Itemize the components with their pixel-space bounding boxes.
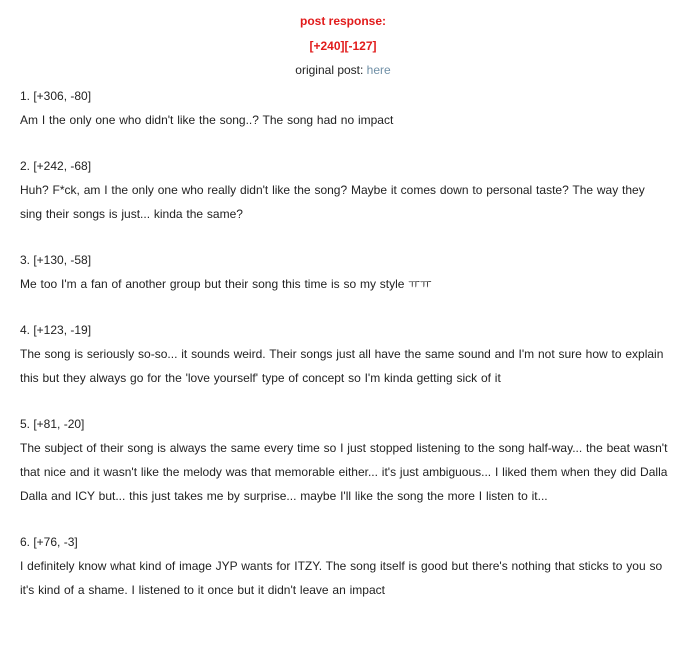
comment-item <box>20 84 670 132</box>
comment-heading: 5. [+81, -20] <box>20 417 85 431</box>
original-post-line <box>0 62 686 78</box>
comment-heading: 2. [+242, -68] <box>20 159 92 173</box>
comment-heading: 1. [+306, -80] <box>20 89 92 103</box>
comment-text: Me too I'm a fan of another group but their song this time is so my style ㅠㅠ <box>20 277 432 291</box>
comment-item <box>20 530 670 602</box>
comment-text: The subject of their song is always the same every time so I just stopped listening to the song half-way... the beat wasn't that nice and it wasn't like the melody was that memorable either... it's just ambiguous... I liked them when they did Dalla Dalla and ICY but... this just takes me by surprise... maybe I'll like the song the more I listen to it... <box>20 441 668 503</box>
comment-heading: 3. [+130, -58] <box>20 253 92 267</box>
original-post-link[interactable]: here <box>366 63 391 77</box>
post-response-title: post response: <box>299 14 386 28</box>
comment-heading: 6. [+76, -3] <box>20 535 78 549</box>
comment-text: Huh? F*ck, am I the only one who really didn't like the song? Maybe it comes down to personal taste? The way they sing their songs is just... kinda the same? <box>20 183 645 221</box>
comment-text: I definitely know what kind of image JYP wants for ITZY. The song itself is good but there's nothing that sticks to you so it's kind of a shame. I listened to it once but it didn't leave an impact <box>20 559 663 597</box>
comment-list <box>20 84 670 624</box>
comment-item <box>20 318 670 390</box>
comment-heading: 4. [+123, -19] <box>20 323 92 337</box>
comment-item <box>20 154 670 226</box>
original-post-label: original post: <box>295 63 367 77</box>
post-response-score: [+240][-127] <box>309 39 377 53</box>
comment-text: Am I the only one who didn't like the song..? The song had no impact <box>20 113 394 127</box>
comment-text: The song is seriously so-so... it sounds weird. Their songs just all have the same sound and I'm not sure how to explain this but they always go for the 'love yourself' type of concept so I'm kinda getting sick of it <box>20 347 664 385</box>
comment-item <box>20 412 670 508</box>
comment-item <box>20 248 670 296</box>
